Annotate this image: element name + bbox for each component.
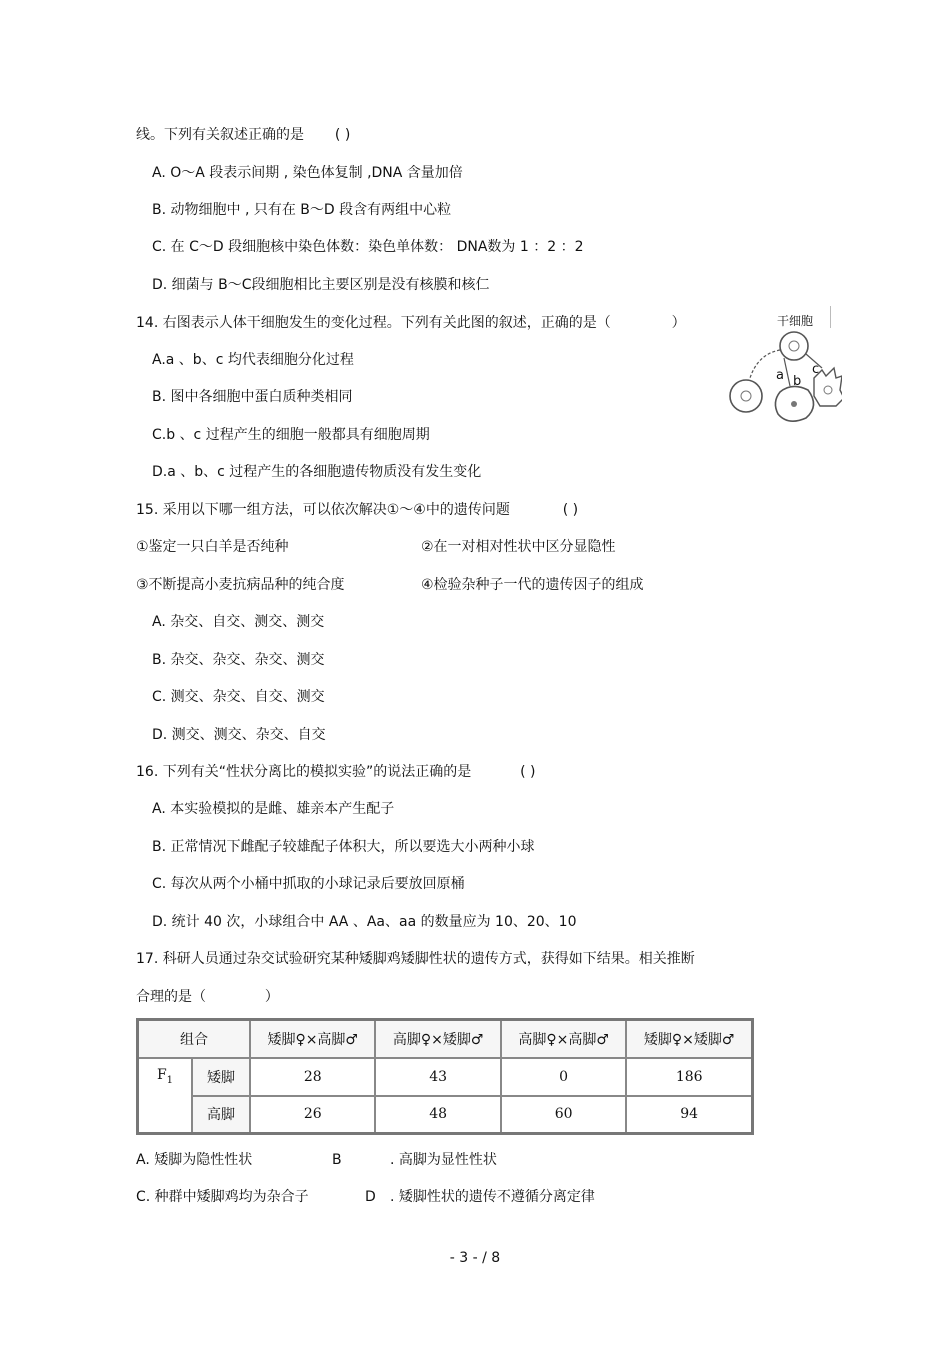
cell-short-4: 186: [626, 1058, 752, 1096]
q14-option-a: A.a 、b、c 均代表细胞分化过程: [152, 352, 354, 368]
q15-stem-line: [136, 501, 578, 519]
q14-option-d: D.a 、b、c 过程产生的各细胞遗传物质没有发生变化: [152, 464, 482, 480]
q14-stem: 14. 右图表示人体干细胞发生的变化过程。下列有关此图的叙述，正确的是（: [136, 315, 611, 331]
row-label-tall: 高脚: [192, 1096, 250, 1134]
q17-paren-close: ）: [264, 989, 279, 1005]
cell-tall-1: 26: [250, 1096, 375, 1134]
stem-cell-figure: [722, 306, 842, 436]
q15-option-c: C. 测交、杂交、自交、测交: [152, 689, 325, 705]
q14-paren-close: ）: [671, 315, 686, 331]
page-number: - 3 - / 8: [449, 1250, 501, 1266]
q13-option-b: B. 动物细胞中 , 只有在 B～D 段含有两组中心粒: [152, 202, 452, 218]
daughter-cell-round-icon: [730, 380, 762, 412]
header-cross-4: 矮脚♀×矮脚♂: [626, 1020, 752, 1058]
q17-stem-2: 合理的是（: [136, 989, 206, 1005]
q13-tail-text: 线。下列有关叙述正确的是: [136, 127, 304, 143]
q15-option-d: D. 测交、测交、杂交、自交: [152, 727, 326, 743]
table-header-row: [138, 1020, 753, 1058]
q13-option-d: D. 细菌与 B～C段细胞相比主要区别是没有核膜和核仁: [152, 277, 490, 293]
header-group: 组合: [138, 1020, 251, 1058]
q13-option-a: A. O～A 段表示间期 , 染色体复制 ,DNA 含量加倍: [152, 165, 463, 181]
results-table: [136, 1018, 754, 1135]
q16-option-d: D. 统计 40 次，小球组合中 AA 、Aa、aa 的数量应为 10、20、10: [152, 914, 577, 930]
q17-stem-line-2: [136, 988, 279, 1006]
q13-tail-line: [136, 126, 350, 144]
row-label-short: 矮脚: [192, 1058, 250, 1096]
arrow-b-icon: [784, 358, 790, 386]
header-cross-3: 高脚♀×高脚♂: [501, 1020, 626, 1058]
q15-answer-paren: ( ): [562, 502, 579, 518]
stem-cell-icon: [780, 332, 808, 360]
header-cross-2: 高脚♀×矮脚♂: [375, 1020, 500, 1058]
table-row: [138, 1096, 753, 1134]
cell-short-3: 0: [501, 1058, 626, 1096]
q15-option-a: A. 杂交、自交、测交、测交: [152, 614, 325, 630]
q15-stem: 15. 采用以下哪一组方法，可以依次解决①～④中的遗传问题: [136, 502, 510, 518]
cell-tall-2: 48: [375, 1096, 500, 1134]
q13-option-c: C. 在 C～D 段细胞核中染色体数：染色单体数： DNA数为 1 ：2 ：2: [152, 239, 584, 255]
cell-short-1: 28: [250, 1058, 375, 1096]
q16-option-a: A. 本实验模拟的是雌、雄亲本产生配子: [152, 801, 395, 817]
cell-short-2: 43: [375, 1058, 500, 1096]
daughter-cell-irregular-nucleus-icon: [791, 401, 797, 407]
q16-stem-line: [136, 763, 536, 781]
q17-option-c: C. 种群中矮脚鸡均为杂合子: [136, 1189, 309, 1205]
q17-option-d-letter: D: [365, 1189, 376, 1205]
q17-option-b-letter: B: [332, 1152, 342, 1168]
q17-stem: 17. 科研人员通过杂交试验研究某种矮脚鸡矮脚性状的遗传方式，获得如下结果。相关推断: [136, 951, 695, 967]
f1-subscript: 1: [166, 1074, 174, 1086]
cell-tall-4: 94: [626, 1096, 752, 1134]
q15-option-b: B. 杂交、杂交、杂交、测交: [152, 652, 325, 668]
q17-option-b: . 高脚为显性性状: [390, 1152, 497, 1168]
daughter-cell-spiky-nucleus-icon: [824, 386, 832, 394]
q16-option-c: C. 每次从两个小桶中抓取的小球记录后要放回原桶: [152, 876, 465, 892]
daughter-cell-round-nucleus-icon: [741, 391, 751, 401]
header-cross-1: 矮脚♀×高脚♂: [250, 1020, 375, 1058]
q14-option-b: B. 图中各细胞中蛋白质种类相同: [152, 389, 353, 405]
q16-option-b: B. 正常情况下雌配子较雄配子体积大，所以要选大小两种小球: [152, 839, 535, 855]
q15-item-1: ①鉴定一只白羊是否纯种: [136, 539, 289, 555]
q16-answer-paren: ( ): [520, 764, 536, 780]
q17-option-a: A. 矮脚为隐性性状: [136, 1152, 253, 1168]
q14-option-c: C.b 、c 过程产生的细胞一般都具有细胞周期: [152, 427, 430, 443]
table-row: [138, 1058, 753, 1096]
stem-cell-nucleus-icon: [789, 341, 799, 351]
q15-item-2: ②在一对相对性状中区分显隐性: [421, 539, 616, 555]
label-c: c: [812, 362, 820, 377]
label-a: a: [776, 368, 784, 383]
q15-item-3: ③不断提高小麦抗病品种的纯合度: [136, 577, 345, 593]
q15-item-4: ④检验杂种子一代的遗传因子的组成: [421, 577, 644, 593]
label-b: b: [793, 374, 802, 389]
q14-stem-line: [136, 314, 686, 332]
q17-option-d: . 矮脚性状的遗传不遵循分离定律: [390, 1189, 595, 1205]
cell-tall-3: 60: [501, 1096, 626, 1134]
q16-stem: 16. 下列有关“性状分离比的模拟实验”的说法正确的是: [136, 764, 472, 780]
f1-label-cell: [138, 1058, 193, 1134]
figure-title: 干细胞: [777, 314, 814, 328]
q13-answer-paren: ( ): [334, 127, 351, 143]
f1-label: F: [156, 1066, 167, 1083]
